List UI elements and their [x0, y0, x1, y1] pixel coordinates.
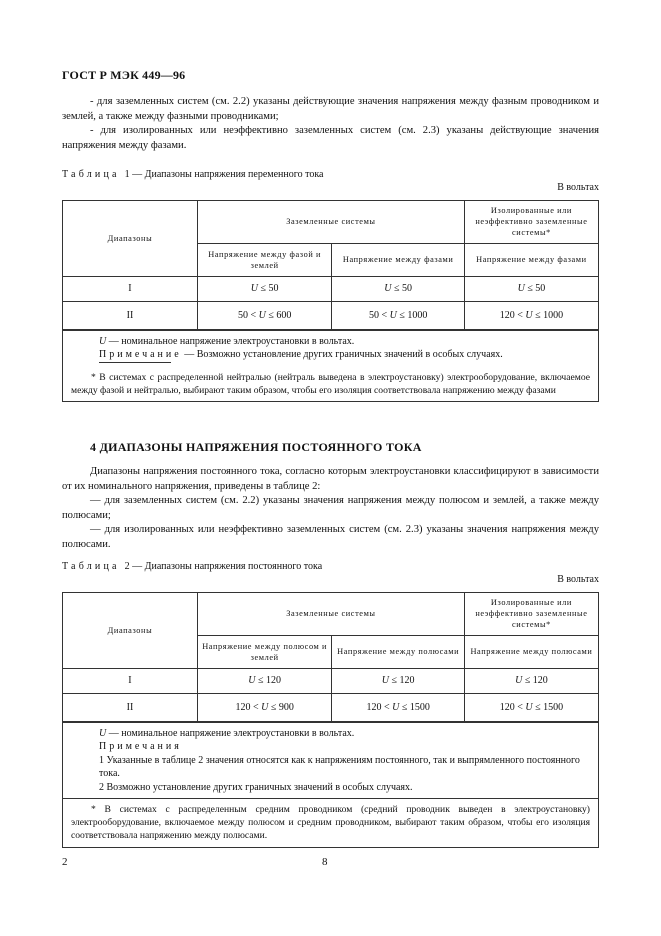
table2-header-range: Диапазоны: [63, 593, 197, 668]
section4-p3: — для изолированных или неэффективно заземленных систем (см. 2.3) указаны значения напряжения между полюсами.: [62, 524, 599, 550]
table1-caption-word: Таблица: [62, 169, 120, 180]
table2-caption: [62, 561, 322, 572]
footer-left-number: 2: [62, 856, 68, 868]
table1-caption: [62, 169, 323, 180]
table1-r1-range: I: [63, 276, 197, 301]
footnote-rule: [99, 362, 171, 363]
table1-r2-range: II: [63, 301, 197, 329]
table2-caption-word: Таблица: [62, 561, 120, 572]
section-title: 4 ДИАПАЗОНЫ НАПРЯЖЕНИЯ ПОСТОЯННОГО ТОКА: [90, 440, 422, 454]
table2-r2-v3: 120 < U ≤ 1500: [464, 693, 598, 721]
table1-header-isolated: Изолированные или неэффективно заземленные системы*: [464, 201, 598, 243]
table-row: [63, 693, 598, 721]
table2-note1: 1 Указанные в таблице 2 значения относятся как к напряжениям постоянного, так и выпрямленного постоянного тока.: [99, 754, 580, 779]
table2-r2-range: II: [63, 693, 197, 721]
table1-r2-v2: 50 < U ≤ 1000: [332, 301, 464, 329]
table1-r1-v2: U ≤ 50: [332, 276, 464, 301]
table1-note-u: U — номинальное напряжение электроустановки в вольтах.: [99, 335, 355, 347]
table2-note-u: U — номинальное напряжение электроустановки в вольтах.: [99, 727, 355, 739]
table1-notes: [63, 330, 598, 367]
table2-r1-v2: U ≤ 120: [332, 668, 464, 693]
table2-footnote-text: * В системах с распределенным средним проводником (средний проводник выведен в электроустановку) электрооборудование, включаемое между полюсом и средним проводником, выбирают таким образом, чтобы его изоляция соответствовала напряжению между полюсами.: [71, 804, 590, 842]
table2-r2-v2: 120 < U ≤ 1500: [332, 693, 464, 721]
table1-header-range: Диапазоны: [63, 201, 197, 276]
intro-paragraphs: [62, 95, 599, 153]
table2-sub-isolated-pole: Напряжение между полюсами: [464, 635, 598, 668]
table2-sub-pole-pole: Напряжение между полюсами: [332, 635, 464, 668]
table1-note-text: — Возможно установление других граничных значений в особых случаях.: [184, 349, 503, 360]
section4-p1: Диапазоны напряжения постоянного тока, согласно которым электроустановки классифицируют в зависимости от их номинального напряжения, приведены в таблице 2:: [62, 466, 599, 492]
table2-notes-word: Примечания: [99, 741, 182, 752]
table2-header-grounded: Заземленные системы: [197, 593, 464, 635]
table1-r1-v1: U ≤ 50: [197, 276, 331, 301]
table2-footnote: [63, 798, 598, 847]
table2-unit: В вольтах: [557, 574, 599, 585]
table1-r2-v1: 50 < U ≤ 600: [197, 301, 331, 329]
table1-footnote: [63, 367, 598, 401]
table2: [62, 592, 599, 848]
table1-sub-isolated-phase: Напряжение между фазами: [464, 243, 598, 276]
table1: [62, 200, 599, 402]
table-row: [63, 668, 598, 693]
table2-r1-v3: U ≤ 120: [464, 668, 598, 693]
table1-r1-v3: U ≤ 50: [464, 276, 598, 301]
table2-header-isolated: Изолированные или неэффективно заземленные системы*: [464, 593, 598, 635]
table2-caption-text: 2 — Диапазоны напряжения постоянного тока: [124, 561, 323, 572]
document-code: ГОСТ Р МЭК 449—96: [62, 68, 186, 82]
table2-note2: 2 Возможно установление других граничных значений в особых случаях.: [99, 781, 413, 793]
table1-unit: В вольтах: [557, 182, 599, 193]
intro-item-grounded: - для заземленных систем (см. 2.2) указаны действующие значения напряжения между фазным проводником и землей, а также между фазными проводниками;: [62, 96, 599, 122]
table-row: [63, 276, 598, 301]
table1-note: [99, 348, 590, 362]
table1-r2-v3: 120 < U ≤ 1000: [464, 301, 598, 329]
table-row: [63, 301, 598, 329]
table2-notes: [63, 722, 598, 799]
section4-paragraphs: [62, 465, 599, 552]
table1-footnote-text: * В системах с распределенной нейтралью (нейтраль выведена в электроустановку) электрооборудование, включаемое между фазой и нейтралью, выбирают таким образом, чтобы его изоляция соответствовала напряжению между фазами: [71, 371, 590, 396]
table1-sub-phase-phase: Напряжение между фазами: [332, 243, 464, 276]
table2-r2-v1: 120 < U ≤ 900: [197, 693, 331, 721]
page-number: 8: [322, 856, 328, 868]
table1-header-grounded: Заземленные системы: [197, 201, 464, 243]
table1-note-word: Примечание: [99, 349, 182, 360]
table2-sub-pole-earth: Напряжение между полюсом и землей: [197, 635, 331, 668]
table2-r1-v1: U ≤ 120: [197, 668, 331, 693]
section4-p2: — для заземленных систем (см. 2.2) указаны значения напряжения между полюсом и землей, а также между полюсами;: [62, 495, 599, 521]
table1-sub-phase-earth: Напряжение между фазой и землей: [197, 243, 331, 276]
table1-caption-text: 1 — Диапазоны напряжения переменного тока: [124, 169, 324, 180]
intro-item-isolated: - для изолированных или неэффективно заземленных систем (см. 2.3) указаны действующие значения напряжения между фазами.: [62, 125, 599, 151]
table2-r1-range: I: [63, 668, 197, 693]
